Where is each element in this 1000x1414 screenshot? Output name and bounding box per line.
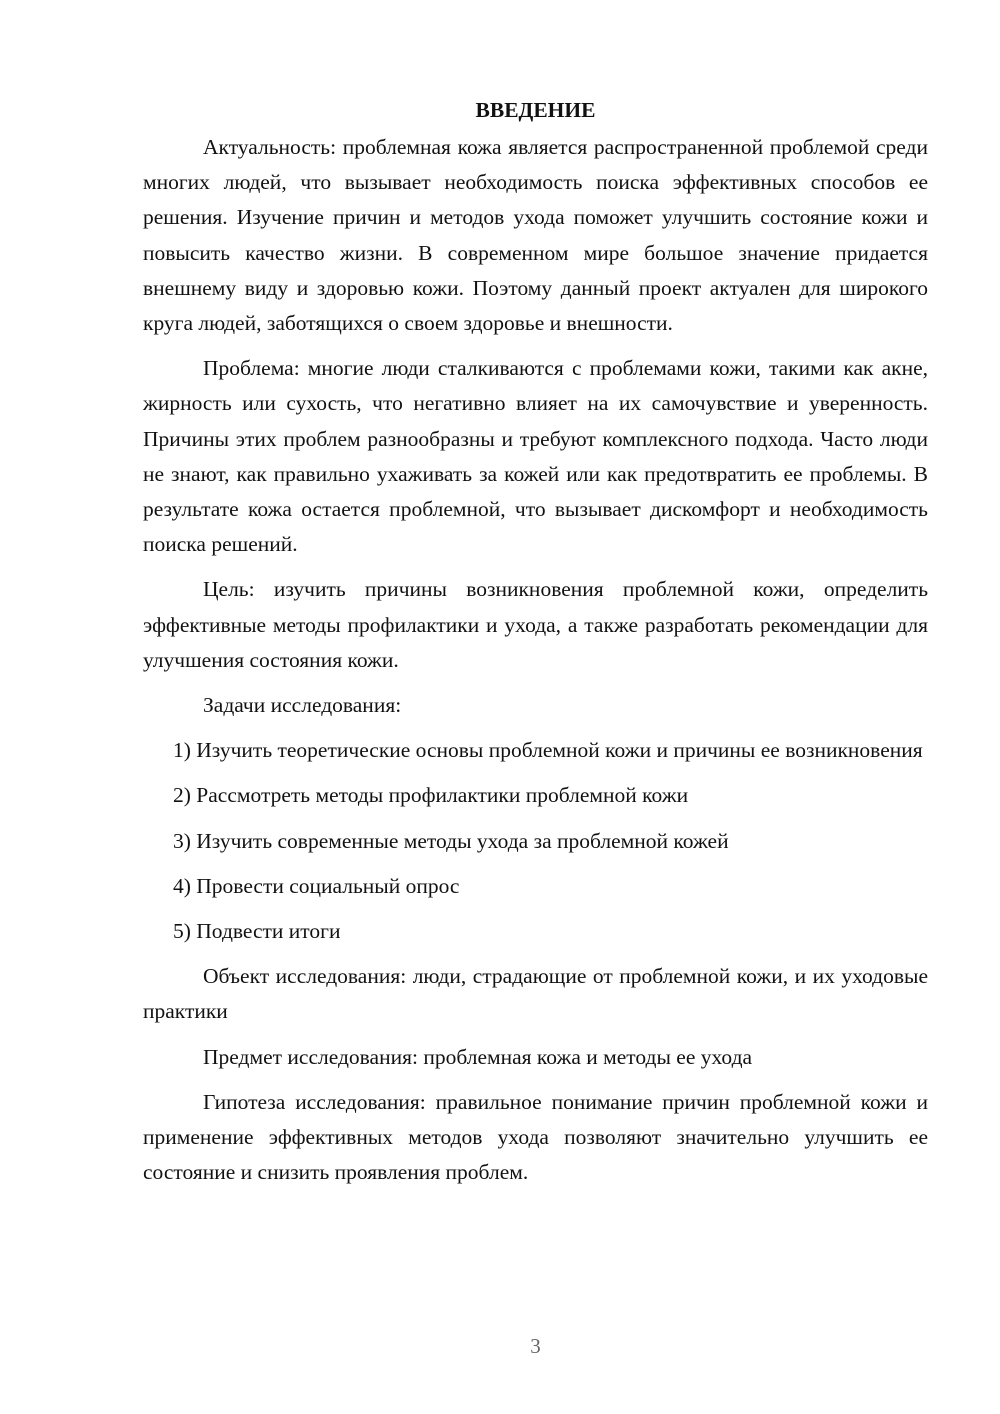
document-page [143, 93, 928, 1200]
tasks-heading: Задачи исследования: [203, 693, 402, 718]
goal-paragraph: Цель: изучить причины возникновения проблемной кожи, определить эффективные методы профилактики и ухода, а также разработать рекомендации для улучшения состояния кожи. [143, 577, 928, 672]
object-paragraph: Объект исследования: люди, страдающие от проблемной кожи, и их уходовые практики [143, 964, 928, 1024]
problem-paragraph: Проблема: многие люди сталкиваются с проблемами кожи, такими как акне, жирность или сухость, что негативно влияет на их самочувствие и уверенность. Причины этих проблем разнообразны и требуют комплексного подхода. Часто люди не знают, как правильно ухаживать за кожей или как предотвратить ее проблемы. В результате кожа остается проблемной, что вызывает дискомфорт и необходимость поиска решений. [143, 356, 928, 557]
page-title: ВВЕДЕНИЕ [475, 98, 596, 122]
page-number: 3 [530, 1334, 541, 1358]
relevance-paragraph: Актуальность: проблемная кожа является распространенной проблемой среди многих людей, что вызывает необходимость поиска эффективных способов ее решения. Изучение причин и методов ухода поможет улучшить состояние кожи и повысить качество жизни. В современном мире большое значение придается внешнему виду и здоровью кожи. Поэтому данный проект актуален для широкого круга людей, заботящихся о своем здоровье и внешности. [143, 135, 928, 336]
task-item-3: 3) Изучить современные методы ухода за проблемной кожей [173, 828, 729, 853]
hypothesis-paragraph: Гипотеза исследования: правильное понимание причин проблемной кожи и применение эффективных методов ухода позволяют значительно улучшить ее состояние и снизить проявления проблем. [143, 1089, 928, 1185]
subject-paragraph: Предмет исследования: проблемная кожа и методы ее ухода [203, 1044, 753, 1069]
task-item-4: 4) Провести социальный опрос [173, 873, 460, 898]
task-item-1: 1) Изучить теоретические основы проблемной кожи и причины ее возникновения [173, 738, 923, 763]
task-item-2: 2) Рассмотреть методы профилактики проблемной кожи [173, 783, 689, 808]
task-item-5: 5) Подвести итоги [173, 919, 341, 944]
